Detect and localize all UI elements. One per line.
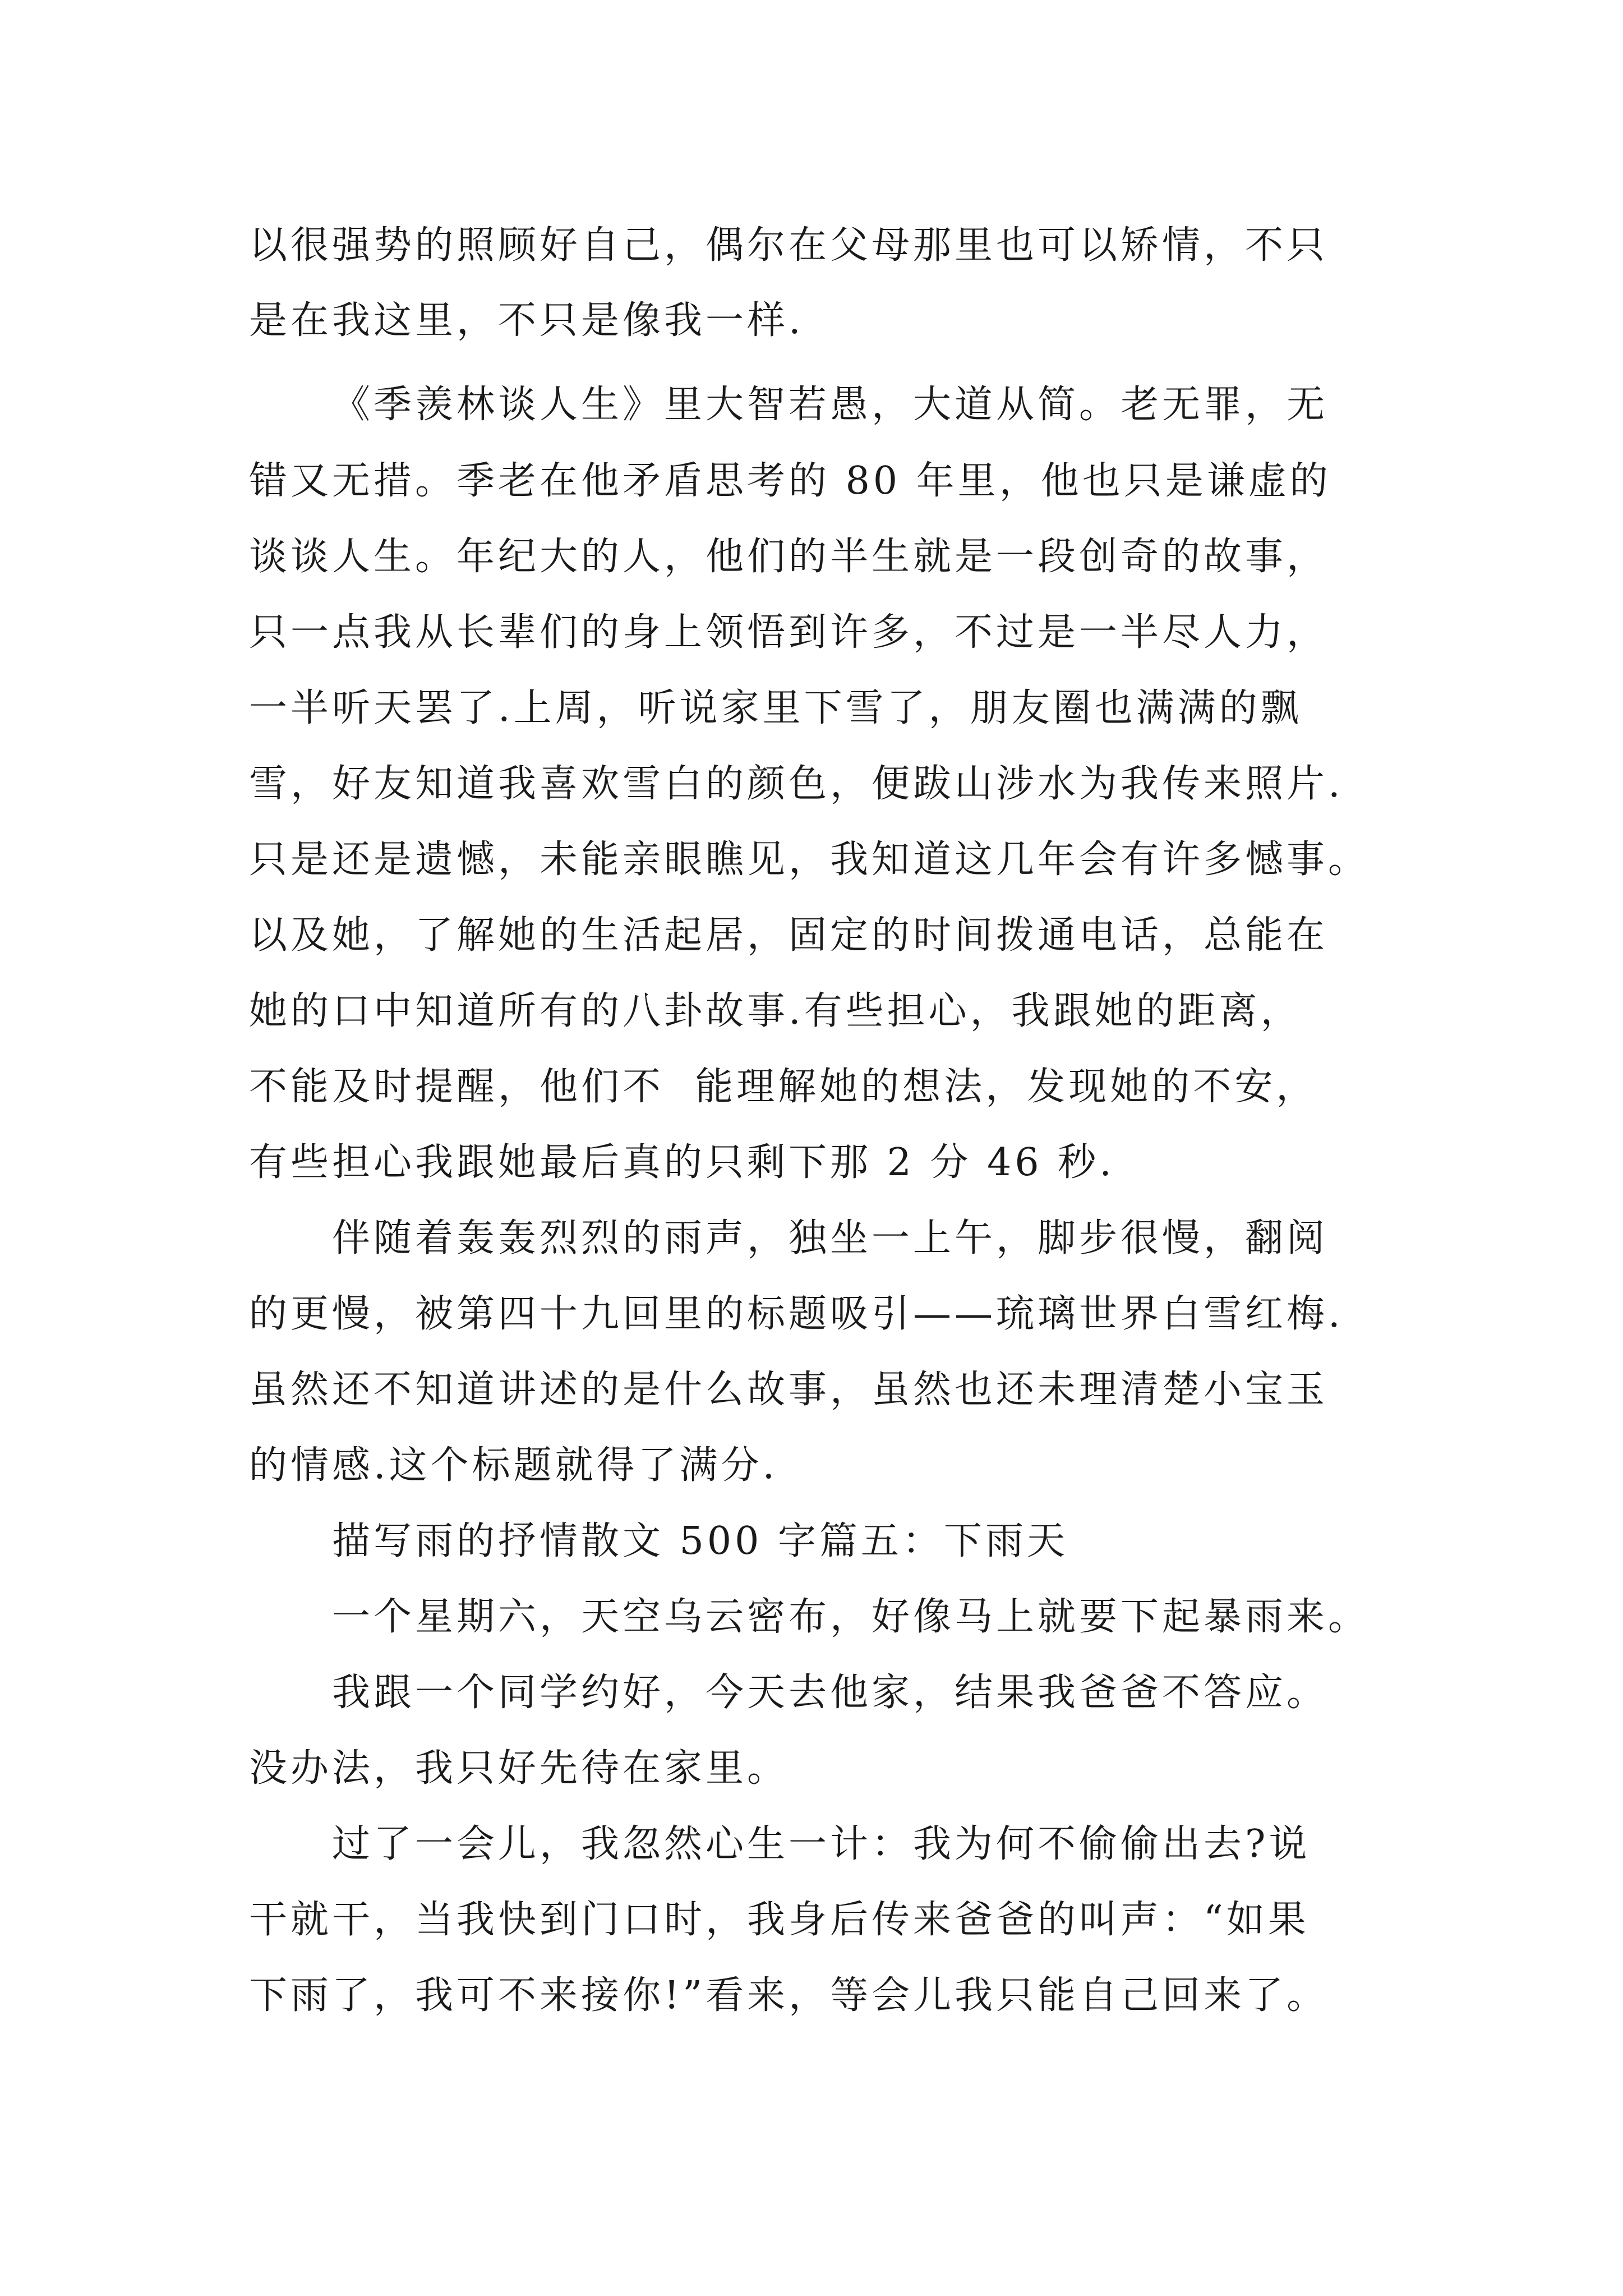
text-line: 我跟一个同学约好，今天去他家，结果我爸爸不答应。 — [332, 1671, 1329, 1715]
text-line: 虽然还不知道讲述的是什么故事，虽然也还未理清楚小宝玉 — [249, 1368, 1329, 1412]
text-line: 描写雨的抒情散文 500 字篇五：下雨天 — [332, 1519, 1069, 1563]
text-line: 一半听天罢了.上周，听说家里下雪了，朋友圈也满满的飘 — [249, 686, 1302, 730]
text-line: 不能及时提醒，他们不 能理解她的想法，发现她的不安， — [249, 1065, 1318, 1109]
text-line: 干就干，当我快到门口时，我身后传来爸爸的叫声：“如果 — [249, 1898, 1310, 1942]
text-line: 伴随着轰轰烈烈的雨声，独坐一上午，脚步很慢，翻阅 — [332, 1216, 1329, 1260]
text-line: 的情感.这个标题就得了满分. — [249, 1443, 778, 1488]
text-line: 雪，好友知道我喜欢雪白的颜色，便跋山涉水为我传来照片. — [249, 762, 1344, 806]
text-line: 以很强势的照顾好自己，偶尔在父母那里也可以矫情，不只 — [249, 223, 1329, 268]
text-line: 过了一会儿，我忽然心生一计：我为何不偷偷出去?说 — [332, 1822, 1311, 1866]
text-line: 只是还是遗憾，未能亲眼瞧见，我知道这几年会有许多憾事。 — [249, 838, 1370, 882]
text-line: 《季羡林谈人生》里大智若愚，大道从简。老无罪，无 — [332, 383, 1329, 427]
text-line: 的更慢，被第四十九回里的标题吸引——琉璃世界白雪红梅. — [249, 1292, 1344, 1336]
text-line: 错又无措。季老在他矛盾思考的 80 年里，他也只是谦虚的 — [249, 459, 1331, 503]
text-line: 有些担心我跟她最后真的只剩下那 2 分 46 秒. — [249, 1140, 1115, 1185]
text-line: 下雨了，我可不来接你!”看来，等会儿我只能自己回来了。 — [249, 1973, 1329, 2018]
text-line: 只一点我从长辈们的身上领悟到许多，不过是一半尽人力， — [249, 610, 1329, 655]
text-line: 一个星期六，天空乌云密布，好像马上就要下起暴雨来。 — [332, 1595, 1370, 1639]
text-line: 是在我这里，不只是像我一样. — [249, 298, 804, 343]
text-line: 没办法，我只好先待在家里。 — [249, 1746, 789, 1791]
text-line: 以及她，了解她的生活起居，固定的时间拨通电话，总能在 — [249, 913, 1329, 958]
text-line: 她的口中知道所有的八卦故事.有些担心，我跟她的距离， — [249, 989, 1302, 1033]
text-line: 谈谈人生。年纪大的人，他们的半生就是一段创奇的故事， — [249, 535, 1329, 579]
